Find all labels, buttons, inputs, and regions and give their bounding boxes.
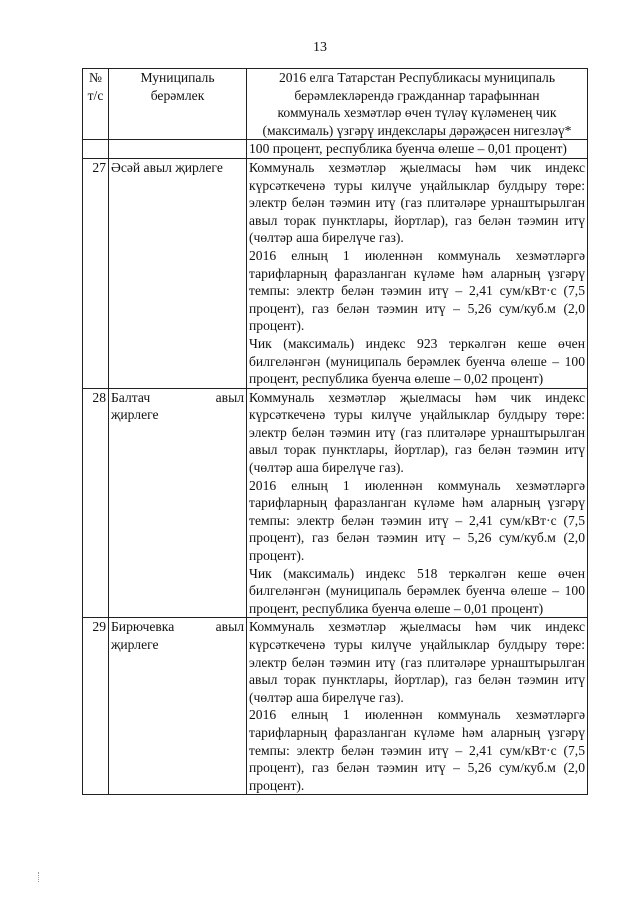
header-justification-line: берәмлекләрендә гражданнар тарафыннан [294, 87, 540, 103]
row-municipality-cell [109, 618, 247, 795]
municipality-name-suffix: авыл [215, 389, 244, 405]
row-justification-cell [247, 140, 588, 159]
municipality-name-line [111, 159, 244, 177]
header-justification-line: 2016 елга Татарстан Республикасы муниципаль [278, 70, 556, 85]
row-justification-cell [247, 388, 588, 618]
table-row [83, 158, 588, 388]
justification-paragraph: Коммуналь хезмәтләр җыелмасы һәм чик индекс күрсәткеченә туры килүче уңайлыклар булдыру төре: электр белән тәэмин итү (газ плитәләре урнаштырылган авыл торак пунктлары, йортлар), газ белән тәэмин итү (чөлтәр аша бирелүче газ). [249, 619, 585, 705]
justification-paragraph: Коммуналь хезмәтләр җыелмасы һәм чик индекс күрсәткеченә туры килүче уңайлыклар булдыру төре: электр белән тәэмин итү (газ плитәләре урнаштырылган авыл торак пунктлары, йортлар), газ белән тәэмин итү (чөлтәр аша бирелүче газ). [249, 159, 585, 246]
justification-paragraph: 2016 елның 1 июленнән коммуналь хезмәтләргә тарифларның фаразланган күләме һәм аларның үзгәрү темпы: электр белән тәэмин итү – 2,41 сум/кВт·с (7,5 процент), газ белән тәэмин итү – 5,26 сум/куб.м (2,0 процент). [249, 707, 585, 793]
row-justification-cell [247, 618, 588, 795]
header-justification-line: коммуналь хезмәтләр өчен түләү күләменең чик [277, 105, 557, 121]
municipality-name: Әсәй авыл җирлеге [111, 159, 223, 175]
table-header [83, 69, 588, 140]
justification-paragraph: Чик (максималь) индекс 923 теркәлгән кеше өчен билгеләнгән (муниципаль берәмлек буенча өлеше – 100 процент, республика буенча өлеше – 0,02 процент) [249, 335, 585, 387]
header-municipality-line: берәмлек [150, 87, 205, 103]
header-municipality-column [109, 69, 247, 140]
municipality-name-suffix: авыл [215, 619, 244, 635]
table-row [83, 388, 588, 618]
row-number: 28 [83, 388, 109, 618]
continuation-paragraph: 100 процент, республика буенча өлеше – 0,01 процент) [249, 141, 567, 157]
row-number: 29 [83, 618, 109, 795]
row-number-cell [83, 140, 109, 159]
tariff-table [82, 68, 588, 795]
justification-paragraph: Чик (максималь) индекс 518 теркәлгән кеше өчен билгеләнгән (муниципаль берәмлек буенча өлеше – 100 процент, республика буенча өлеше – 0,01 процент) [249, 565, 585, 616]
municipality-name: Балтач [111, 389, 151, 405]
row-municipality-cell [109, 140, 247, 159]
municipality-name-line [111, 389, 244, 407]
municipality-name-line2: җирлеге [111, 407, 159, 423]
header-municipality-line: Муниципаль [140, 70, 215, 85]
justification-paragraph: 2016 елның 1 июленнән коммуналь хезмәтләргә тарифларның фаразланган күләме һәм аларның үзгәрү темпы: электр белән тәэмин итү – 2,41 сум/кВт·с (7,5 процент), газ белән тәэмин итү – 5,26 сум/куб.м (2,0 процент). [249, 247, 585, 334]
header-number-line: т/с [87, 87, 104, 103]
row-municipality-cell [109, 388, 247, 618]
header-justification-line: (максималь) үзгәрү индекслары дәрәҗәсен нигезләү* [262, 122, 572, 138]
header-number-column [83, 69, 109, 140]
scan-artifact [38, 872, 42, 882]
row-municipality-cell [109, 158, 247, 388]
justification-paragraph: 2016 елның 1 июленнән коммуналь хезмәтләргә тарифларның фаразланган күләме һәм аларның үзгәрү темпы: электр белән тәэмин итү – 2,41 сум/кВт·с (7,5 процент), газ белән тәэмин итү – 5,26 сум/куб.м (2,0 процент). [249, 477, 585, 564]
municipality-name-line2: җирлеге [111, 637, 159, 652]
justification-paragraph: Коммуналь хезмәтләр җыелмасы һәм чик индекс күрсәткеченә туры килүче уңайлыклар булдыру төре: электр белән тәэмин итү (газ плитәләре урнаштырылган авыл торак пунктлары, йортлар), газ белән тәэмин итү (чөлтәр аша бирелүче газ). [249, 389, 585, 476]
municipality-name-line [111, 618, 244, 636]
header-number-line: № [89, 70, 102, 85]
header-justification-column [247, 69, 588, 140]
table-row-continuation [83, 140, 588, 159]
municipality-name: Бирючевка [111, 619, 175, 635]
row-justification-cell [247, 158, 588, 388]
page-number: 13 [313, 40, 327, 55]
table-row [83, 618, 588, 795]
row-number: 27 [83, 158, 109, 388]
